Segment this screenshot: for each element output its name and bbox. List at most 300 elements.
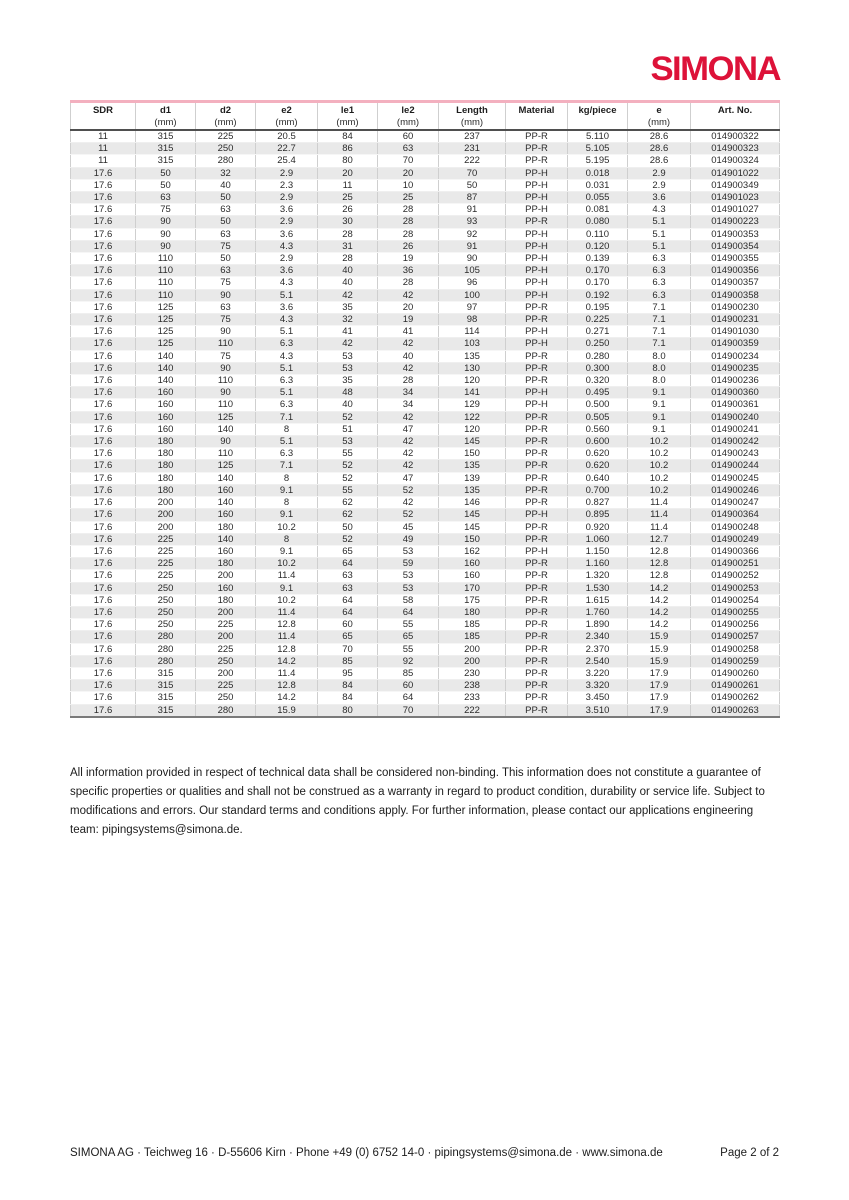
table-cell: 98 bbox=[439, 314, 506, 326]
table-cell: 180 bbox=[136, 460, 196, 472]
table-cell: PP-H bbox=[506, 192, 568, 204]
table-cell: 47 bbox=[378, 472, 439, 484]
table-row bbox=[71, 326, 780, 338]
table-row bbox=[71, 533, 780, 545]
table-cell: 1.615 bbox=[568, 594, 628, 606]
table-cell: 35 bbox=[318, 301, 378, 313]
table-cell: 51 bbox=[318, 423, 378, 435]
table-row bbox=[71, 338, 780, 350]
table-cell: 225 bbox=[196, 619, 256, 631]
table-cell: 14.2 bbox=[628, 606, 691, 618]
table-cell: 014900259 bbox=[691, 655, 780, 667]
table-cell: 280 bbox=[136, 655, 196, 667]
table-cell: 50 bbox=[136, 179, 196, 191]
table-row bbox=[71, 594, 780, 606]
table-cell: 014900248 bbox=[691, 521, 780, 533]
table-cell: 28.6 bbox=[628, 155, 691, 167]
table-cell: 9.1 bbox=[256, 582, 318, 594]
table-cell: 17.6 bbox=[71, 484, 136, 496]
table-cell: 180 bbox=[136, 448, 196, 460]
table-cell: 17.6 bbox=[71, 228, 136, 240]
table-cell: 91 bbox=[439, 204, 506, 216]
table-cell: 14.2 bbox=[628, 594, 691, 606]
table-cell: 34 bbox=[378, 399, 439, 411]
table-cell: 014900245 bbox=[691, 472, 780, 484]
table-cell: 80 bbox=[318, 704, 378, 717]
column-header-d2 bbox=[196, 102, 256, 131]
table-cell: 0.170 bbox=[568, 265, 628, 277]
table-cell: 42 bbox=[378, 289, 439, 301]
table-cell: 014901030 bbox=[691, 326, 780, 338]
table-cell: 10.2 bbox=[628, 472, 691, 484]
table-cell: 17.6 bbox=[71, 667, 136, 679]
table-cell: 014900358 bbox=[691, 289, 780, 301]
table-cell: 86 bbox=[318, 143, 378, 155]
table-cell: 70 bbox=[378, 155, 439, 167]
table-cell: 17.6 bbox=[71, 545, 136, 557]
table-cell: 0.300 bbox=[568, 362, 628, 374]
table-cell: 17.6 bbox=[71, 436, 136, 448]
table-cell: 1.530 bbox=[568, 582, 628, 594]
table-cell: 129 bbox=[439, 399, 506, 411]
table-cell: 125 bbox=[136, 301, 196, 313]
table-cell: PP-H bbox=[506, 289, 568, 301]
table-cell: 63 bbox=[196, 301, 256, 313]
table-cell: 10.2 bbox=[628, 436, 691, 448]
table-cell: 225 bbox=[136, 558, 196, 570]
table-cell: 17.6 bbox=[71, 240, 136, 252]
table-cell: 55 bbox=[378, 619, 439, 631]
table-cell: 315 bbox=[136, 692, 196, 704]
table-cell: 6.3 bbox=[628, 289, 691, 301]
table-cell: 110 bbox=[196, 375, 256, 387]
table-cell: 26 bbox=[378, 240, 439, 252]
table-cell: 17.9 bbox=[628, 692, 691, 704]
table-cell: 014900249 bbox=[691, 533, 780, 545]
table-row bbox=[71, 582, 780, 594]
table-cell: PP-R bbox=[506, 558, 568, 570]
table-cell: 110 bbox=[196, 399, 256, 411]
column-header-length bbox=[439, 102, 506, 131]
table-cell: 90 bbox=[439, 253, 506, 265]
table-cell: 40 bbox=[196, 179, 256, 191]
table-cell: 014900258 bbox=[691, 643, 780, 655]
table-cell: 64 bbox=[318, 558, 378, 570]
table-cell: 014900252 bbox=[691, 570, 780, 582]
page-footer bbox=[70, 1147, 779, 1159]
table-cell: 145 bbox=[439, 521, 506, 533]
table-cell: 42 bbox=[378, 362, 439, 374]
table-cell: 014900247 bbox=[691, 497, 780, 509]
table-cell: 014900241 bbox=[691, 423, 780, 435]
table-cell: 5.1 bbox=[256, 326, 318, 338]
table-cell: PP-H bbox=[506, 545, 568, 557]
column-unit: (mm) bbox=[647, 117, 671, 128]
table-cell: 185 bbox=[439, 619, 506, 631]
column-header-e2 bbox=[256, 102, 318, 131]
table-cell: PP-H bbox=[506, 167, 568, 179]
table-cell: 100 bbox=[439, 289, 506, 301]
column-header-e bbox=[628, 102, 691, 131]
column-unit: (mm) bbox=[214, 117, 237, 128]
table-cell: 139 bbox=[439, 472, 506, 484]
table-cell: 014900240 bbox=[691, 411, 780, 423]
table-row bbox=[71, 143, 780, 155]
table-cell: 75 bbox=[136, 204, 196, 216]
table-cell: 14.2 bbox=[628, 582, 691, 594]
table-cell: 014900246 bbox=[691, 484, 780, 496]
table-cell: 160 bbox=[439, 558, 506, 570]
column-unit: (mm) bbox=[275, 117, 298, 128]
table-cell: PP-R bbox=[506, 448, 568, 460]
table-cell: 20 bbox=[318, 167, 378, 179]
table-cell: 17.6 bbox=[71, 265, 136, 277]
table-cell: 014900257 bbox=[691, 631, 780, 643]
table-cell: 80 bbox=[318, 155, 378, 167]
table-cell: 014900357 bbox=[691, 277, 780, 289]
table-cell: 9.1 bbox=[628, 387, 691, 399]
table-cell: 120 bbox=[439, 423, 506, 435]
table-cell: 87 bbox=[439, 192, 506, 204]
product-spec-table bbox=[70, 100, 780, 718]
table-cell: 140 bbox=[196, 533, 256, 545]
table-cell: 280 bbox=[136, 631, 196, 643]
table-cell: 20.5 bbox=[256, 130, 318, 143]
table-cell: 28 bbox=[378, 204, 439, 216]
table-row bbox=[71, 643, 780, 655]
table-cell: 25.4 bbox=[256, 155, 318, 167]
table-cell: PP-H bbox=[506, 277, 568, 289]
table-cell: 238 bbox=[439, 680, 506, 692]
table-row bbox=[71, 387, 780, 399]
table-cell: PP-R bbox=[506, 521, 568, 533]
table-cell: 14.2 bbox=[628, 619, 691, 631]
table-cell: PP-H bbox=[506, 228, 568, 240]
table-cell: 5.195 bbox=[568, 155, 628, 167]
table-cell: 225 bbox=[136, 533, 196, 545]
table-cell: 2.9 bbox=[628, 167, 691, 179]
table-cell: 8 bbox=[256, 472, 318, 484]
table-row bbox=[71, 167, 780, 179]
simona-logo: SIMONA bbox=[650, 50, 780, 88]
table-cell: 11.4 bbox=[628, 497, 691, 509]
table-cell: 014900355 bbox=[691, 253, 780, 265]
table-cell: 41 bbox=[318, 326, 378, 338]
table-cell: 95 bbox=[318, 667, 378, 679]
table-cell: 014900361 bbox=[691, 399, 780, 411]
table-cell: PP-R bbox=[506, 314, 568, 326]
table-cell: 84 bbox=[318, 692, 378, 704]
table-cell: 2.3 bbox=[256, 179, 318, 191]
table-cell: 17.6 bbox=[71, 167, 136, 179]
table-cell: 40 bbox=[318, 277, 378, 289]
table-cell: 141 bbox=[439, 387, 506, 399]
table-cell: 140 bbox=[136, 362, 196, 374]
column-header-material bbox=[506, 102, 568, 131]
table-cell: 55 bbox=[318, 484, 378, 496]
table-row bbox=[71, 192, 780, 204]
table-cell: 140 bbox=[196, 497, 256, 509]
table-cell: 5.105 bbox=[568, 143, 628, 155]
table-cell: 28 bbox=[378, 277, 439, 289]
table-cell: 8 bbox=[256, 423, 318, 435]
table-cell: 11.4 bbox=[256, 631, 318, 643]
table-cell: 0.500 bbox=[568, 399, 628, 411]
table-cell: 35 bbox=[318, 375, 378, 387]
table-cell: 40 bbox=[378, 350, 439, 362]
table-cell: 65 bbox=[318, 631, 378, 643]
table-cell: 17.6 bbox=[71, 704, 136, 717]
table-cell: 11 bbox=[71, 143, 136, 155]
table-cell: 230 bbox=[439, 667, 506, 679]
table-cell: 75 bbox=[196, 314, 256, 326]
table-cell: PP-R bbox=[506, 423, 568, 435]
column-label: Material bbox=[518, 105, 555, 116]
table-cell: 40 bbox=[318, 265, 378, 277]
table-cell: 315 bbox=[136, 680, 196, 692]
table-cell: 90 bbox=[196, 289, 256, 301]
table-cell: 63 bbox=[136, 192, 196, 204]
table-cell: 180 bbox=[136, 484, 196, 496]
table-cell: PP-R bbox=[506, 619, 568, 631]
table-cell: 160 bbox=[136, 411, 196, 423]
table-cell: 0.192 bbox=[568, 289, 628, 301]
column-label: SDR bbox=[92, 105, 114, 116]
table-cell: 5.1 bbox=[256, 387, 318, 399]
table-cell: 7.1 bbox=[256, 411, 318, 423]
table-cell: 014900223 bbox=[691, 216, 780, 228]
table-cell: 15.9 bbox=[628, 655, 691, 667]
table-cell: 70 bbox=[318, 643, 378, 655]
table-cell: 12.8 bbox=[256, 619, 318, 631]
table-cell: 200 bbox=[196, 667, 256, 679]
table-cell: 145 bbox=[439, 436, 506, 448]
table-cell: 60 bbox=[378, 130, 439, 143]
table-cell: 5.1 bbox=[256, 362, 318, 374]
table-cell: 3.6 bbox=[628, 192, 691, 204]
table-cell: 222 bbox=[439, 155, 506, 167]
table-cell: 10.2 bbox=[256, 594, 318, 606]
table-cell: 85 bbox=[318, 655, 378, 667]
table-cell: 11 bbox=[71, 130, 136, 143]
table-row bbox=[71, 265, 780, 277]
table-cell: 2.9 bbox=[628, 179, 691, 191]
table-cell: PP-R bbox=[506, 155, 568, 167]
table-row bbox=[71, 216, 780, 228]
table-cell: 10.2 bbox=[628, 460, 691, 472]
table-cell: 62 bbox=[318, 509, 378, 521]
table-cell: 60 bbox=[378, 680, 439, 692]
table-cell: 120 bbox=[439, 375, 506, 387]
table-cell: PP-R bbox=[506, 594, 568, 606]
table-cell: 014900354 bbox=[691, 240, 780, 252]
table-row bbox=[71, 509, 780, 521]
table-cell: PP-R bbox=[506, 533, 568, 545]
table-cell: 0.271 bbox=[568, 326, 628, 338]
table-cell: 4.3 bbox=[628, 204, 691, 216]
table-cell: 85 bbox=[378, 667, 439, 679]
table-cell: 17.6 bbox=[71, 399, 136, 411]
table-cell: 49 bbox=[378, 533, 439, 545]
table-cell: 0.600 bbox=[568, 436, 628, 448]
table-header-row bbox=[71, 102, 780, 131]
table-cell: 17.6 bbox=[71, 301, 136, 313]
table-cell: 90 bbox=[136, 216, 196, 228]
table-cell: 52 bbox=[318, 411, 378, 423]
table-cell: 17.6 bbox=[71, 680, 136, 692]
column-label: kg/piece bbox=[578, 105, 617, 116]
table-cell: 315 bbox=[136, 130, 196, 143]
table-cell: 48 bbox=[318, 387, 378, 399]
table-cell: 17.6 bbox=[71, 643, 136, 655]
table-cell: PP-R bbox=[506, 436, 568, 448]
table-cell: PP-R bbox=[506, 216, 568, 228]
column-label: le1 bbox=[340, 105, 355, 116]
table-cell: 315 bbox=[136, 704, 196, 717]
table-cell: 200 bbox=[439, 643, 506, 655]
table-cell: 20 bbox=[378, 301, 439, 313]
table-cell: 5.1 bbox=[628, 216, 691, 228]
table-cell: 200 bbox=[439, 655, 506, 667]
table-cell: 11 bbox=[318, 179, 378, 191]
table-cell: 014900322 bbox=[691, 130, 780, 143]
table-cell: 17.6 bbox=[71, 204, 136, 216]
table-cell: PP-R bbox=[506, 692, 568, 704]
table-cell: 1.760 bbox=[568, 606, 628, 618]
table-cell: 250 bbox=[136, 619, 196, 631]
table-cell: 200 bbox=[136, 497, 196, 509]
table-cell: 9.1 bbox=[628, 399, 691, 411]
table-cell: PP-R bbox=[506, 497, 568, 509]
table-cell: 014900360 bbox=[691, 387, 780, 399]
table-cell: 014900261 bbox=[691, 680, 780, 692]
table-cell: 12.8 bbox=[256, 643, 318, 655]
table-cell: 222 bbox=[439, 704, 506, 717]
column-label: e bbox=[656, 105, 662, 116]
table-cell: 63 bbox=[318, 570, 378, 582]
table-cell: 17.6 bbox=[71, 460, 136, 472]
table-cell: 12.8 bbox=[256, 680, 318, 692]
table-cell: 75 bbox=[196, 277, 256, 289]
table-cell: 125 bbox=[136, 326, 196, 338]
table-cell: 63 bbox=[196, 228, 256, 240]
table-cell: 84 bbox=[318, 130, 378, 143]
table-cell: 145 bbox=[439, 509, 506, 521]
table-cell: 17.9 bbox=[628, 704, 691, 717]
table-cell: 014900234 bbox=[691, 350, 780, 362]
table-cell: 42 bbox=[318, 338, 378, 350]
table-cell: 231 bbox=[439, 143, 506, 155]
table-cell: 014900251 bbox=[691, 558, 780, 570]
table-cell: 42 bbox=[378, 448, 439, 460]
table-cell: 14.2 bbox=[256, 655, 318, 667]
table-cell: 28 bbox=[318, 253, 378, 265]
table-cell: 17.6 bbox=[71, 533, 136, 545]
table-header bbox=[71, 102, 780, 131]
table-cell: 0.495 bbox=[568, 387, 628, 399]
table-cell: 9.1 bbox=[256, 545, 318, 557]
table-cell: 160 bbox=[136, 399, 196, 411]
table-cell: 0.080 bbox=[568, 216, 628, 228]
table-cell: 135 bbox=[439, 460, 506, 472]
table-cell: 25 bbox=[378, 192, 439, 204]
table-cell: 0.120 bbox=[568, 240, 628, 252]
table-cell: 34 bbox=[378, 387, 439, 399]
table-cell: 180 bbox=[439, 606, 506, 618]
table-cell: 0.055 bbox=[568, 192, 628, 204]
table-row bbox=[71, 411, 780, 423]
table-cell: 014900356 bbox=[691, 265, 780, 277]
table-cell: 17.6 bbox=[71, 558, 136, 570]
table-row bbox=[71, 545, 780, 557]
table-cell: 140 bbox=[136, 350, 196, 362]
table-cell: 014900254 bbox=[691, 594, 780, 606]
table-row bbox=[71, 350, 780, 362]
table-cell: 5.1 bbox=[256, 289, 318, 301]
table-cell: 200 bbox=[136, 509, 196, 521]
table-cell: 7.1 bbox=[628, 326, 691, 338]
table-cell: PP-R bbox=[506, 130, 568, 143]
table-cell: PP-R bbox=[506, 301, 568, 313]
table-cell: 75 bbox=[196, 240, 256, 252]
table-cell: 53 bbox=[378, 582, 439, 594]
table-cell: PP-H bbox=[506, 338, 568, 350]
table-cell: 53 bbox=[318, 350, 378, 362]
table-cell: 0.620 bbox=[568, 460, 628, 472]
table-row bbox=[71, 667, 780, 679]
table-cell: 90 bbox=[196, 387, 256, 399]
table-row bbox=[71, 289, 780, 301]
table-cell: 65 bbox=[318, 545, 378, 557]
column-label: le2 bbox=[401, 105, 415, 116]
table-row bbox=[71, 619, 780, 631]
table-cell: 17.6 bbox=[71, 411, 136, 423]
table-cell: 10 bbox=[378, 179, 439, 191]
table-cell: 7.1 bbox=[628, 338, 691, 350]
table-cell: 17.6 bbox=[71, 448, 136, 460]
table-cell: 122 bbox=[439, 411, 506, 423]
table-cell: 3.6 bbox=[256, 301, 318, 313]
table-row bbox=[71, 680, 780, 692]
table-cell: 014900230 bbox=[691, 301, 780, 313]
table-cell: 26 bbox=[318, 204, 378, 216]
table-cell: 59 bbox=[378, 558, 439, 570]
table-cell: 63 bbox=[378, 143, 439, 155]
table-cell: 1.060 bbox=[568, 533, 628, 545]
table-row bbox=[71, 484, 780, 496]
table-cell: 0.250 bbox=[568, 338, 628, 350]
table-cell: 17.6 bbox=[71, 192, 136, 204]
column-label: d2 bbox=[219, 105, 232, 116]
table-cell: 014901022 bbox=[691, 167, 780, 179]
table-cell: 200 bbox=[196, 606, 256, 618]
table-cell: 17.6 bbox=[71, 338, 136, 350]
table-cell: PP-R bbox=[506, 643, 568, 655]
table-cell: 90 bbox=[136, 228, 196, 240]
table-cell: 180 bbox=[196, 558, 256, 570]
table-cell: 014900236 bbox=[691, 375, 780, 387]
table-cell: 103 bbox=[439, 338, 506, 350]
table-cell: 014901023 bbox=[691, 192, 780, 204]
table-cell: 90 bbox=[196, 326, 256, 338]
table-cell: 014900243 bbox=[691, 448, 780, 460]
table-cell: 55 bbox=[318, 448, 378, 460]
table-cell: 180 bbox=[196, 521, 256, 533]
table-cell: 11.4 bbox=[256, 606, 318, 618]
table-cell: 58 bbox=[378, 594, 439, 606]
table-cell: 17.6 bbox=[71, 375, 136, 387]
table-cell: 125 bbox=[136, 338, 196, 350]
